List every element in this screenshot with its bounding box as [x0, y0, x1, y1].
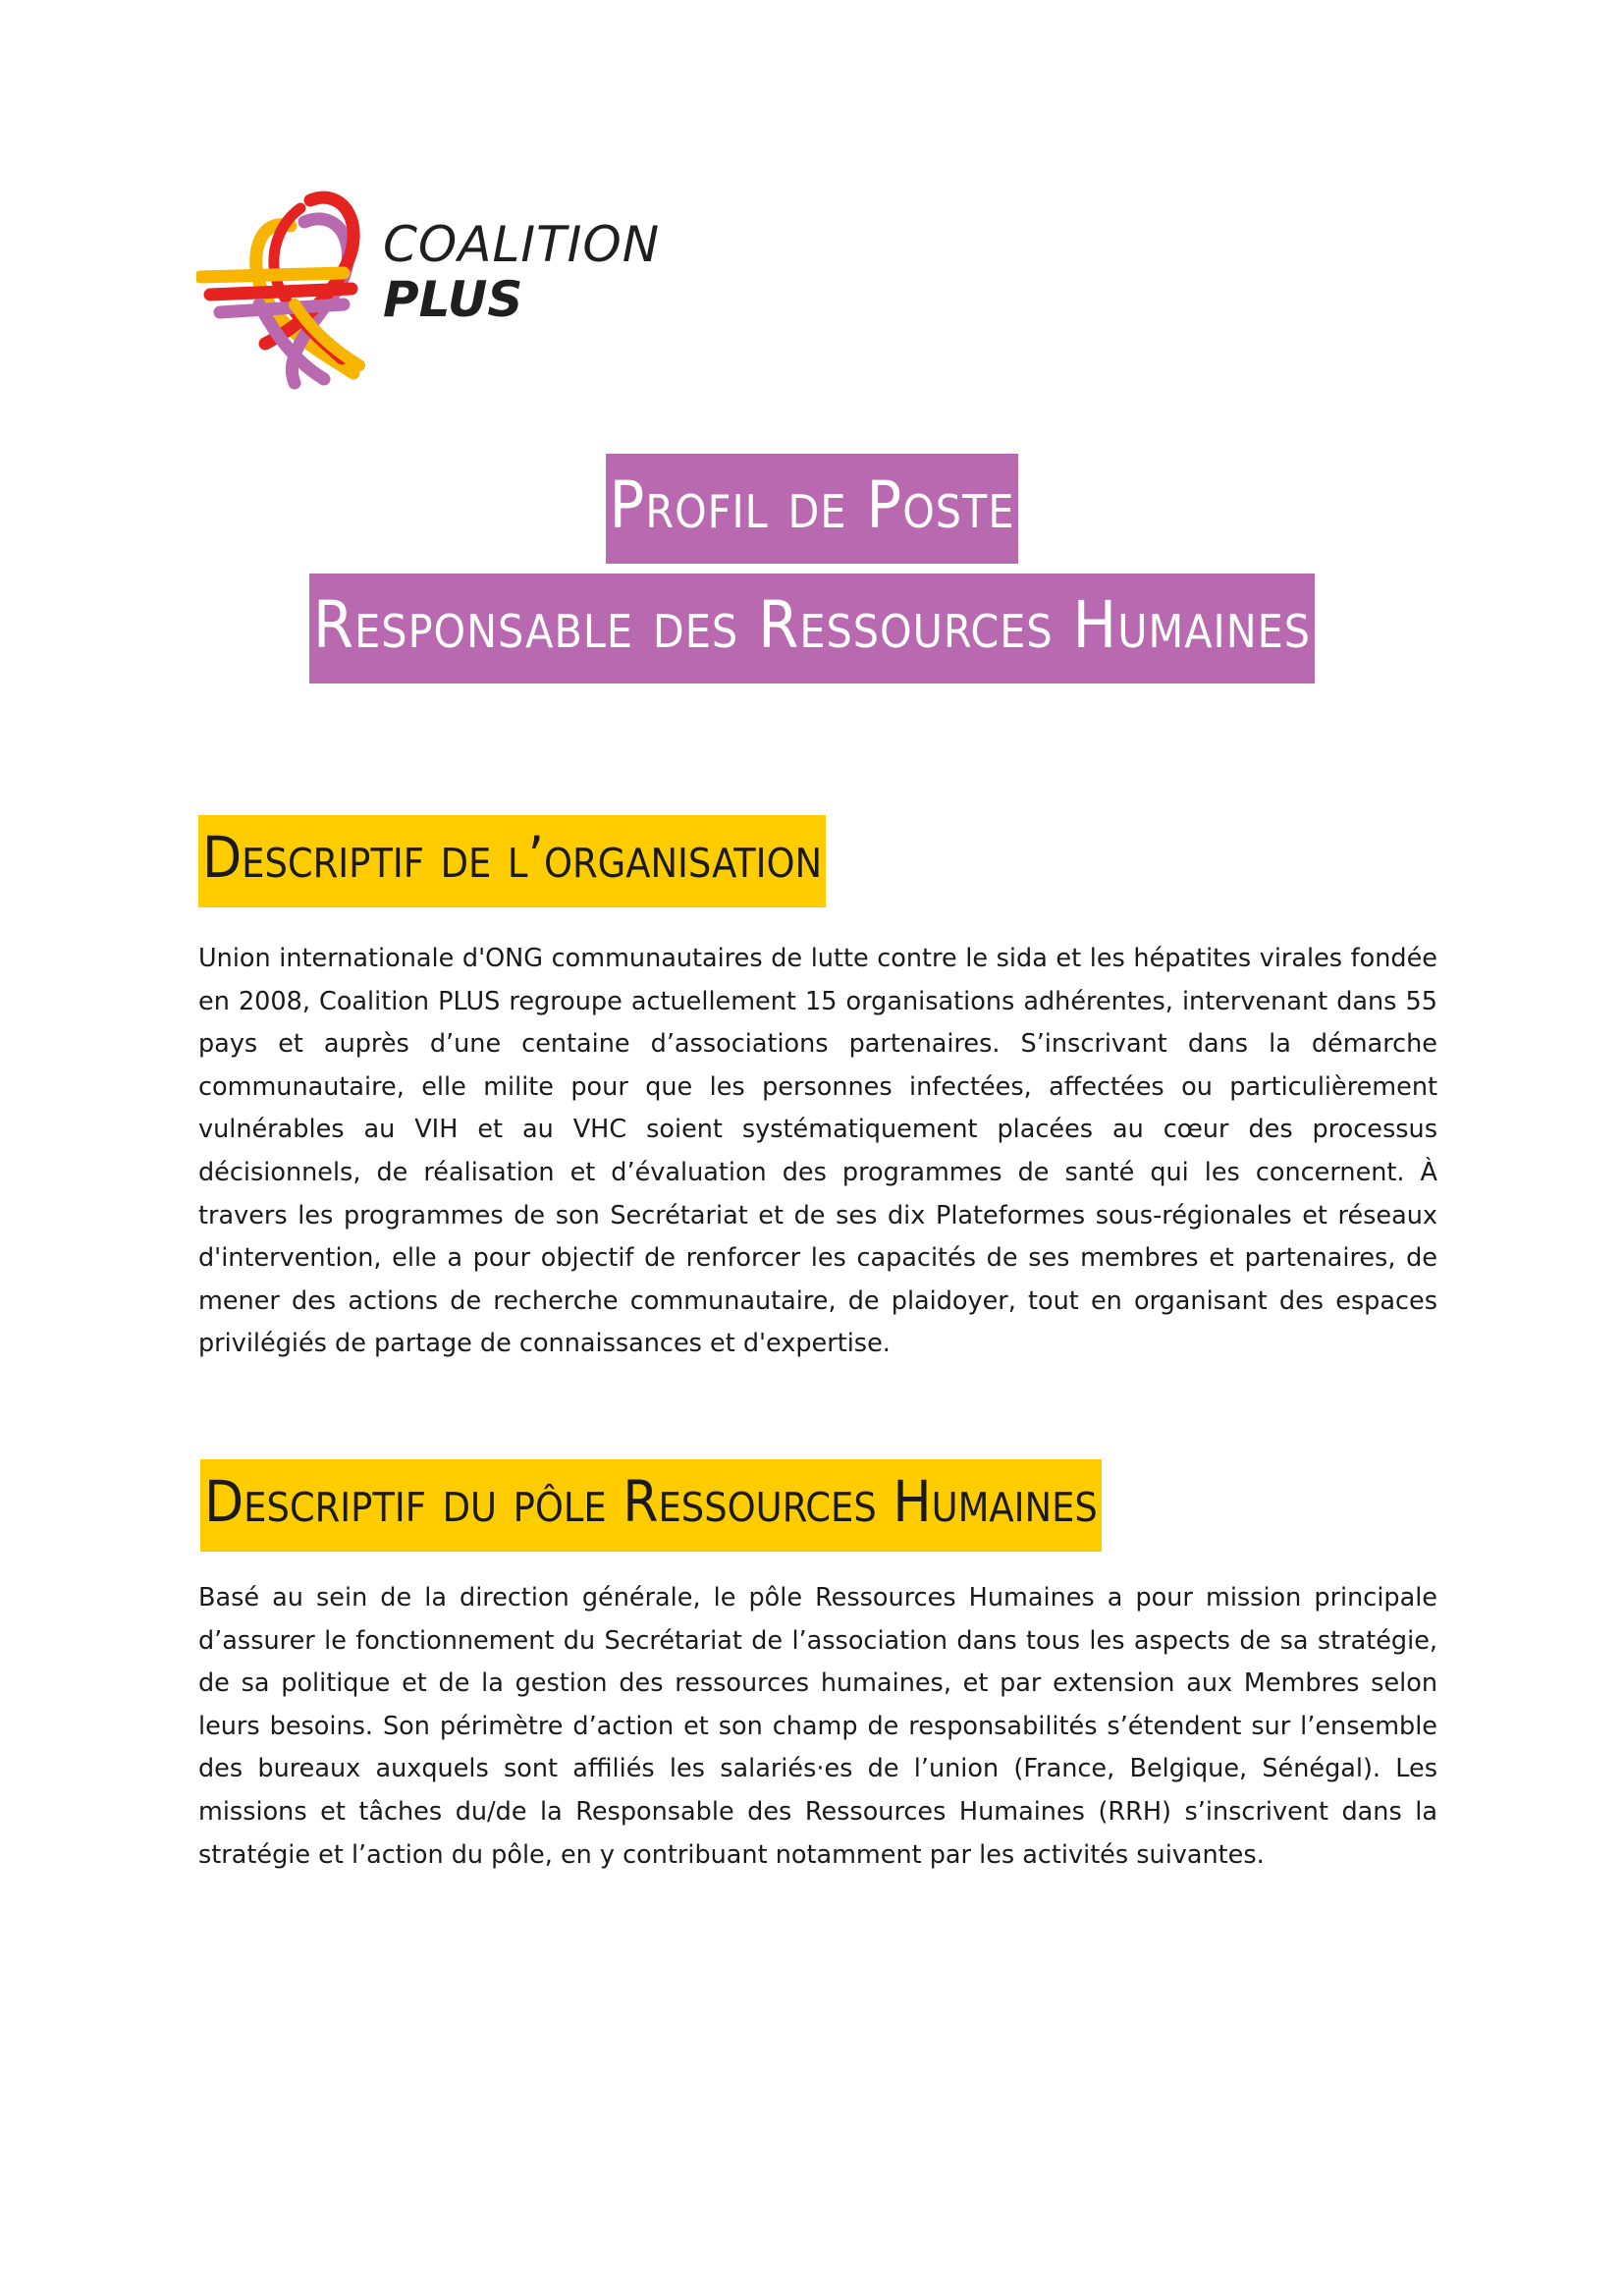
- section-heading-rh: Descriptif du pôle Ressources Humaines: [200, 1459, 1102, 1552]
- section-body-rh: Basé au sein de la direction générale, le pôle Ressources Humaines a pour mission principale d’assurer le fonctionnement du Secrétariat de l’association dans tous les aspects de sa stratégie, de sa politique et de la gestion des ressources humaines, et par extension aux Membres selon leurs besoins. Son périmètre d’action et son champ de responsabilités s’étendent sur l’ensemble des bureaux auxquels sont affiliés les salariés·es de l’union (France, Belgique, Sénégal). Les missions et tâches du/de la Responsable des Ressources Humaines (RRH) s’inscrivent dans la stratégie et l’action du pôle, en y contribuant notamment par les activités suivantes.: [198, 1583, 1437, 1870]
- logo-line-plus: PLUS: [383, 271, 523, 328]
- section-body-organisation: Union internationale d'ONG communautaires de lutte contre le sida et les hépatites virales fondée en 2008, Coalition PLUS regroupe actuellement 15 organisations adhérentes, intervenant dans 55 pays et auprès d’une centaine d’associations partenaires. S’inscrivant dans la démarche communautaire, elle milite pour que les personnes infectées, affectées ou particulièrement vulnérables au VIH et au VHC soient systématiquement placées au cœur des processus décisionnels, de réalisation et d’évaluation des programmes de santé qui les concernent. À travers les programmes de son Secrétariat et de ses dix Plateformes sous-régionales et réseaux d'intervention, elle a pour objectif de renforcer les capacités de ses membres et partenaires, de mener des actions de recherche communautaire, de plaidoyer, tout en organisant des espaces privilégiés de partage de connaissances et d'expertise.: [198, 944, 1437, 1359]
- section-heading-organisation: Descriptif de l’organisation: [198, 815, 826, 907]
- logo-wordmark: [383, 216, 661, 328]
- title-line-2-wrapper: [0, 574, 1624, 683]
- coalition-plus-logo: [196, 187, 668, 393]
- page-title: Profil de Poste: [606, 454, 1019, 564]
- ribbon-logo-icon: [196, 187, 373, 393]
- logo-line-coalition: COALITION: [383, 216, 661, 273]
- page-subtitle: Responsable des Ressources Humaines: [309, 574, 1315, 683]
- title-line-1-wrapper: [0, 454, 1624, 564]
